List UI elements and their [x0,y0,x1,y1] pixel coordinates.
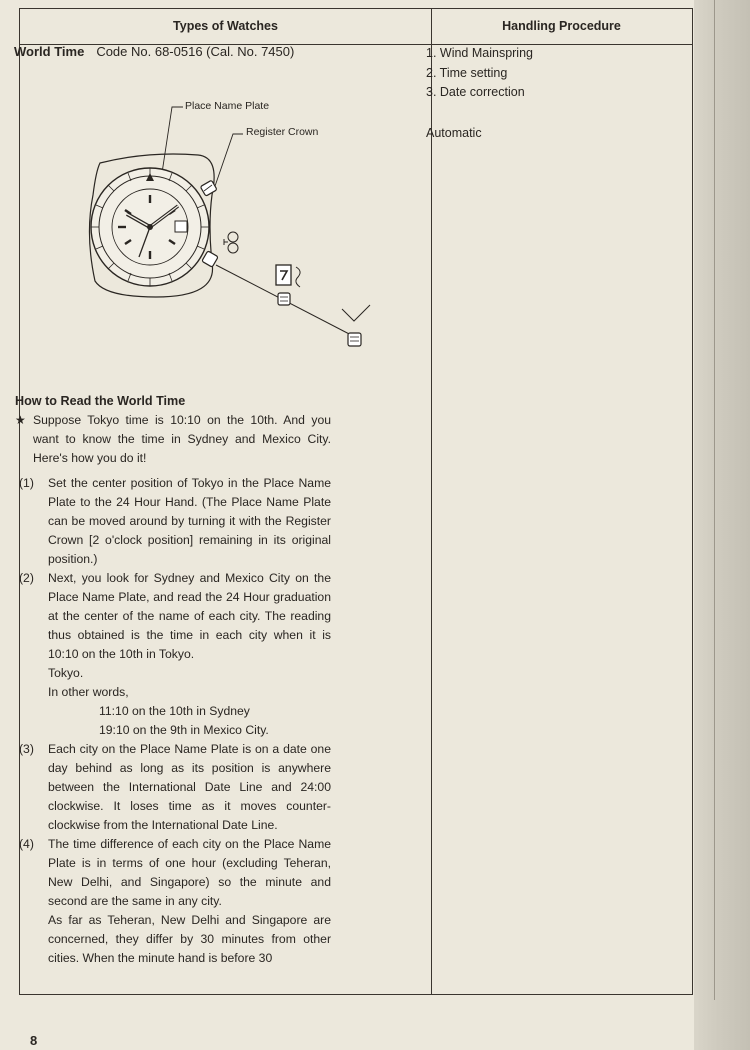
wind-key-icon [224,232,238,253]
handling-step-wind: 1. Wind Mainspring [426,46,533,60]
handling-step-date: 3. Date correction [426,85,525,99]
step-4: (4) The time difference of each city on the Place Name Plate is in terms of one hour (excluding Teheran, New Delhi, and Singapore) so the minute and second are the same in any city. [19,837,331,908]
intro-paragraph: ★ Suppose Tokyo time is 10:10 on the 10th. And you want to know the time in Sydney and Mexico City. Here's how you do it! [15,413,331,465]
adjacent-page-edge [694,0,750,1050]
step-3: (3) Each city on the Place Name Plate is on a date one day behind as long as its position is anywhere between the International Date Line and 24:00 clockwise. It loses time as it moves counter-clockwise from the International Date Line. [19,742,331,832]
label-register-crown: Register Crown [246,126,319,138]
crown-position-3-icon [348,333,361,346]
header-handling-procedure: Handling Procedure [502,19,621,33]
step-4-continued: As far as Teheran, New Delhi and Singapore are concerned, they differ by 30 minutes from other cities. When the minute hand is before 30 [48,913,331,965]
model-code: Code No. 68-0516 (Cal. No. 7450) [96,44,295,59]
handling-automatic: Automatic [426,126,482,140]
step-2-tokyo: Tokyo. [48,666,84,680]
label-place-name-plate: Place Name Plate [185,100,270,112]
main-crown-icon [202,251,218,267]
star-bullet: ★ [15,413,26,427]
handling-steps [426,44,533,103]
direction-arrow-icon [342,305,370,321]
step-1: (1) Set the center position of Tokyo in the Place Name Plate to the 24 Hour Hand. (The Place Name Plate can be moved around by turning it with the Register Crown [2 o'clock position] remaining in its original position.) [19,476,331,566]
crown-leader-line [214,134,243,189]
step-2: (2) Next, you look for Sydney and Mexico City on the Place Name Plate, and read the 24 Hour graduation at the center of the name of each city. The reading thus obtained is the time in each city when it is 10:10 on the 10th in Tokyo. [19,571,331,661]
column-divider [431,9,432,994]
handling-step-time: 2. Time setting [426,65,508,80]
model-name: World Time [14,44,85,59]
header-types-of-watches: Types of Watches [173,19,278,33]
section-title: How to Read the World Time [15,394,186,408]
example-sydney: 11:10 on the 10th in Sydney [99,704,250,718]
register-crown-icon [200,180,217,196]
page-number: 8 [30,1033,38,1048]
world-time-instructions [15,392,331,968]
time-setting-icon [276,265,300,287]
plate-leader-line [162,107,183,173]
step-2-other-words: In other words, [48,685,129,699]
crown-position-2-icon [278,293,290,305]
watch-model-line [14,44,294,59]
world-time-watch-diagram [60,85,400,375]
example-mexico-city: 19:10 on the 9th in Mexico City. [99,723,269,737]
